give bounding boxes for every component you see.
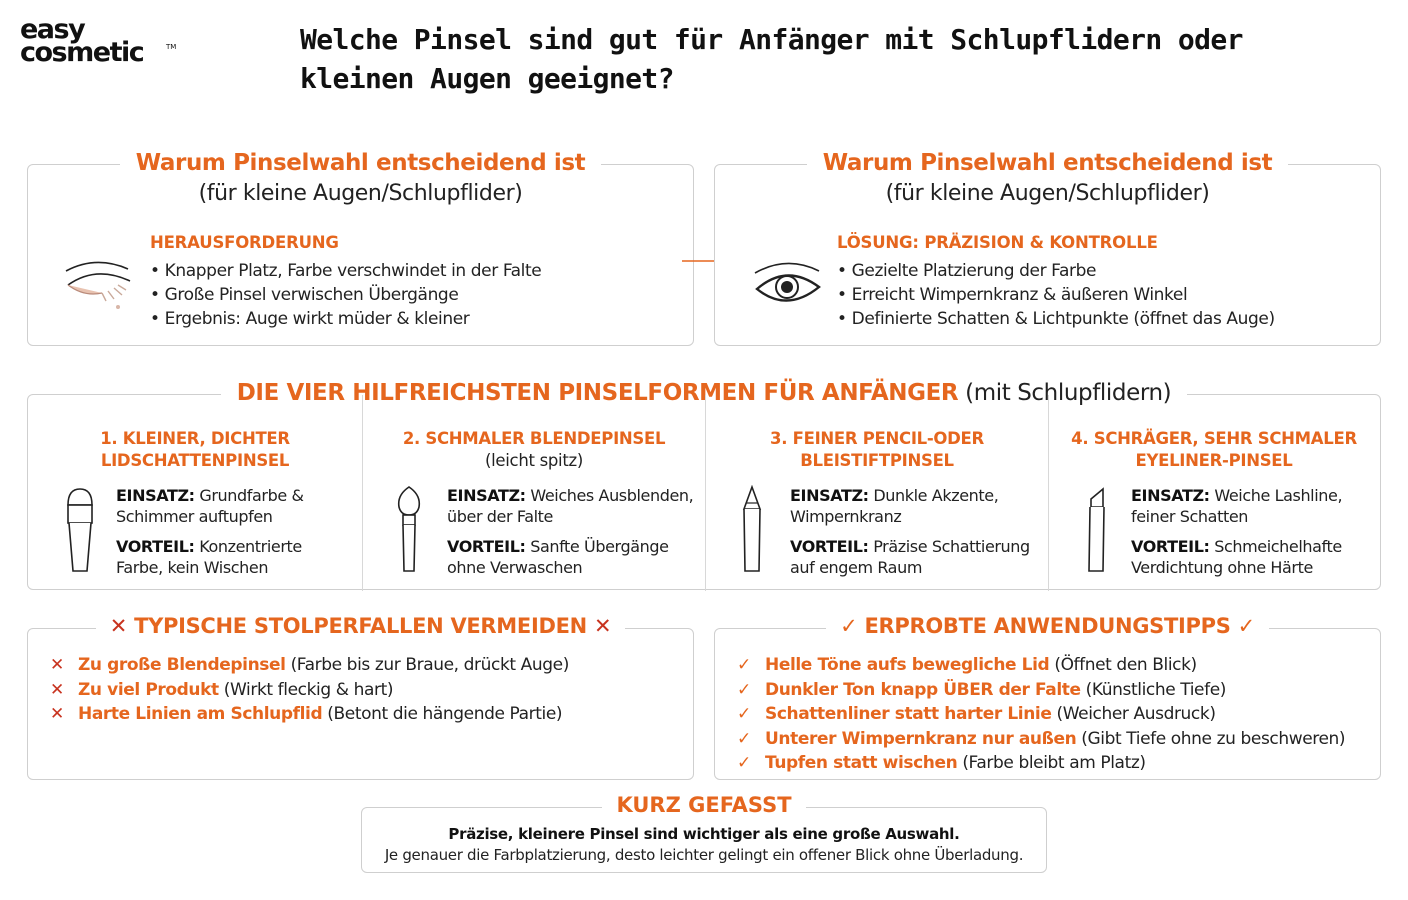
solution-panel	[714, 150, 1381, 346]
summary-line-1: Präzise, kleinere Pinsel sind wichtiger als eine große Auswahl.	[448, 825, 960, 843]
summary-heading: KURZ GEFASST	[362, 793, 1046, 817]
challenge-panel	[27, 150, 694, 346]
tips-heading: ✓ ERPROBTE ANWENDUNGSTIPPS ✓	[715, 614, 1380, 638]
brush-card-1	[28, 395, 362, 591]
list-item: ✕ Zu viel Produkt (Wirkt fleckig & hart)	[50, 678, 569, 703]
flat-shader-brush-icon	[60, 485, 100, 575]
tips-panel	[714, 614, 1381, 780]
list-item: • Definierte Schatten & Lichtpunkte (öffnet das Auge)	[837, 307, 1275, 331]
brush-description: EINSATZ: Grundfarbe & Schimmer auftupfen VORTEIL: Konzentrierte Farbe, kein Wischen	[116, 486, 304, 577]
list-item: • Ergebnis: Auge wirkt müder & kleiner	[150, 307, 541, 331]
tips-list	[737, 653, 1345, 776]
brush-card-2	[362, 395, 705, 591]
list-item: ✕ Zu große Blendepinsel (Farbe bis zur Braue, drückt Auge)	[50, 653, 569, 678]
list-item: ✓ Schattenliner statt harter Linie (Weicher Ausdruck)	[737, 702, 1345, 727]
solution-label: LÖSUNG: PRÄZISION & KONTROLLE	[837, 233, 1158, 252]
brush-description: EINSATZ: Weiches Ausblenden, über der Falte VORTEIL: Sanfte Übergänge ohne Verwaschen	[447, 486, 694, 577]
check-icon: ✓	[737, 704, 751, 724]
angled-liner-brush-icon	[1077, 485, 1117, 575]
challenge-subheading: (für kleine Augen/Schlupflider)	[198, 181, 523, 206]
brand-logo	[20, 16, 190, 70]
list-item: ✓ Tupfen statt wischen (Farbe bleibt am Platz)	[737, 751, 1345, 776]
solution-subheading: (für kleine Augen/Schlupflider)	[885, 181, 1210, 206]
open-eye-icon	[751, 259, 823, 315]
pencil-brush-icon	[732, 485, 772, 575]
list-item: ✓ Helle Töne aufs bewegliche Lid (Öffnet den Blick)	[737, 653, 1345, 678]
logo-trademark: TM	[166, 43, 177, 51]
pitfalls-list	[50, 653, 569, 727]
list-item: • Große Pinsel verwischen Übergänge	[150, 283, 541, 307]
logo-text-easy: easy	[20, 14, 85, 45]
check-icon: ✓	[737, 728, 751, 749]
challenge-label: HERAUSFORDERUNG	[150, 233, 339, 252]
cross-icon: ✕	[50, 704, 64, 724]
brush-title: 4. SCHRÄGER, SEHR SCHMALER EYELINER-PINSEL	[1071, 429, 1357, 470]
check-icon: ✓	[737, 679, 751, 700]
pitfalls-heading: ✕ TYPISCHE STOLPERFALLEN VERMEIDEN ✕	[28, 614, 693, 638]
brush-card-4	[1048, 395, 1379, 591]
logo-text-cosmetic: cosmetic	[20, 37, 144, 68]
check-icon: ✓	[1237, 614, 1255, 638]
brush-title: 2. SCHMALER BLENDEPINSEL (leicht spitz)	[402, 429, 666, 470]
hooded-eye-icon	[62, 257, 134, 313]
list-item: ✓ Dunkler Ton knapp ÜBER der Falte (Künstliche Tiefe)	[737, 678, 1345, 703]
brush-shapes-heading: DIE VIER HILFREICHSTEN PINSELFORMEN FÜR ANFÄNGER (mit Schlupflidern)	[28, 380, 1380, 406]
challenge-list	[150, 259, 541, 331]
brush-shapes-panel	[27, 380, 1381, 590]
pitfalls-panel	[27, 614, 694, 780]
solution-list	[837, 259, 1275, 331]
solution-heading: Warum Pinselwahl entscheidend ist	[715, 150, 1380, 176]
check-icon: ✓	[737, 753, 751, 773]
cross-icon: ✕	[109, 614, 128, 638]
list-item: • Erreicht Wimpernkranz & äußeren Winkel	[837, 283, 1275, 307]
challenge-heading: Warum Pinselwahl entscheidend ist	[28, 150, 693, 176]
list-item: ✕ Harte Linien am Schlupflid (Betont die hängende Partie)	[50, 702, 569, 727]
check-icon: ✓	[840, 614, 858, 638]
cross-icon: ✕	[50, 679, 64, 700]
brush-description: EINSATZ: Weiche Lashline, feiner Schatten VORTEIL: Schmeichelhafte Verdichtung ohne Härte	[1131, 486, 1343, 577]
list-item: • Gezielte Platzierung der Farbe	[837, 259, 1275, 283]
list-item: ✓ Unterer Wimpernkranz nur außen (Gibt Tiefe ohne zu beschweren)	[737, 727, 1345, 752]
brush-card-3	[705, 395, 1048, 591]
list-item: • Knapper Platz, Farbe verschwindet in der Falte	[150, 259, 541, 283]
summary-panel	[361, 793, 1047, 873]
brush-title: 1. KLEINER, DICHTER LIDSCHATTENPINSEL	[100, 429, 290, 470]
cross-icon: ✕	[50, 655, 64, 675]
summary-line-2: Je genauer die Farbplatzierung, desto leichter gelingt ein offener Blick ohne Überladung.	[384, 846, 1024, 864]
cross-icon: ✕	[593, 614, 612, 638]
page-title: Welche Pinsel sind gut für Anfänger mit Schlupflidern oder kleinen Augen geeignet?	[300, 23, 1243, 95]
brush-title: 3. FEINER PENCIL-ODER BLEISTIFTPINSEL	[770, 429, 984, 470]
check-icon: ✓	[737, 655, 751, 675]
blending-brush-icon	[389, 485, 429, 575]
brush-description: EINSATZ: Dunkle Akzente, Wimpernkranz VORTEIL: Präzise Schattierung auf engem Raum	[790, 486, 1030, 577]
